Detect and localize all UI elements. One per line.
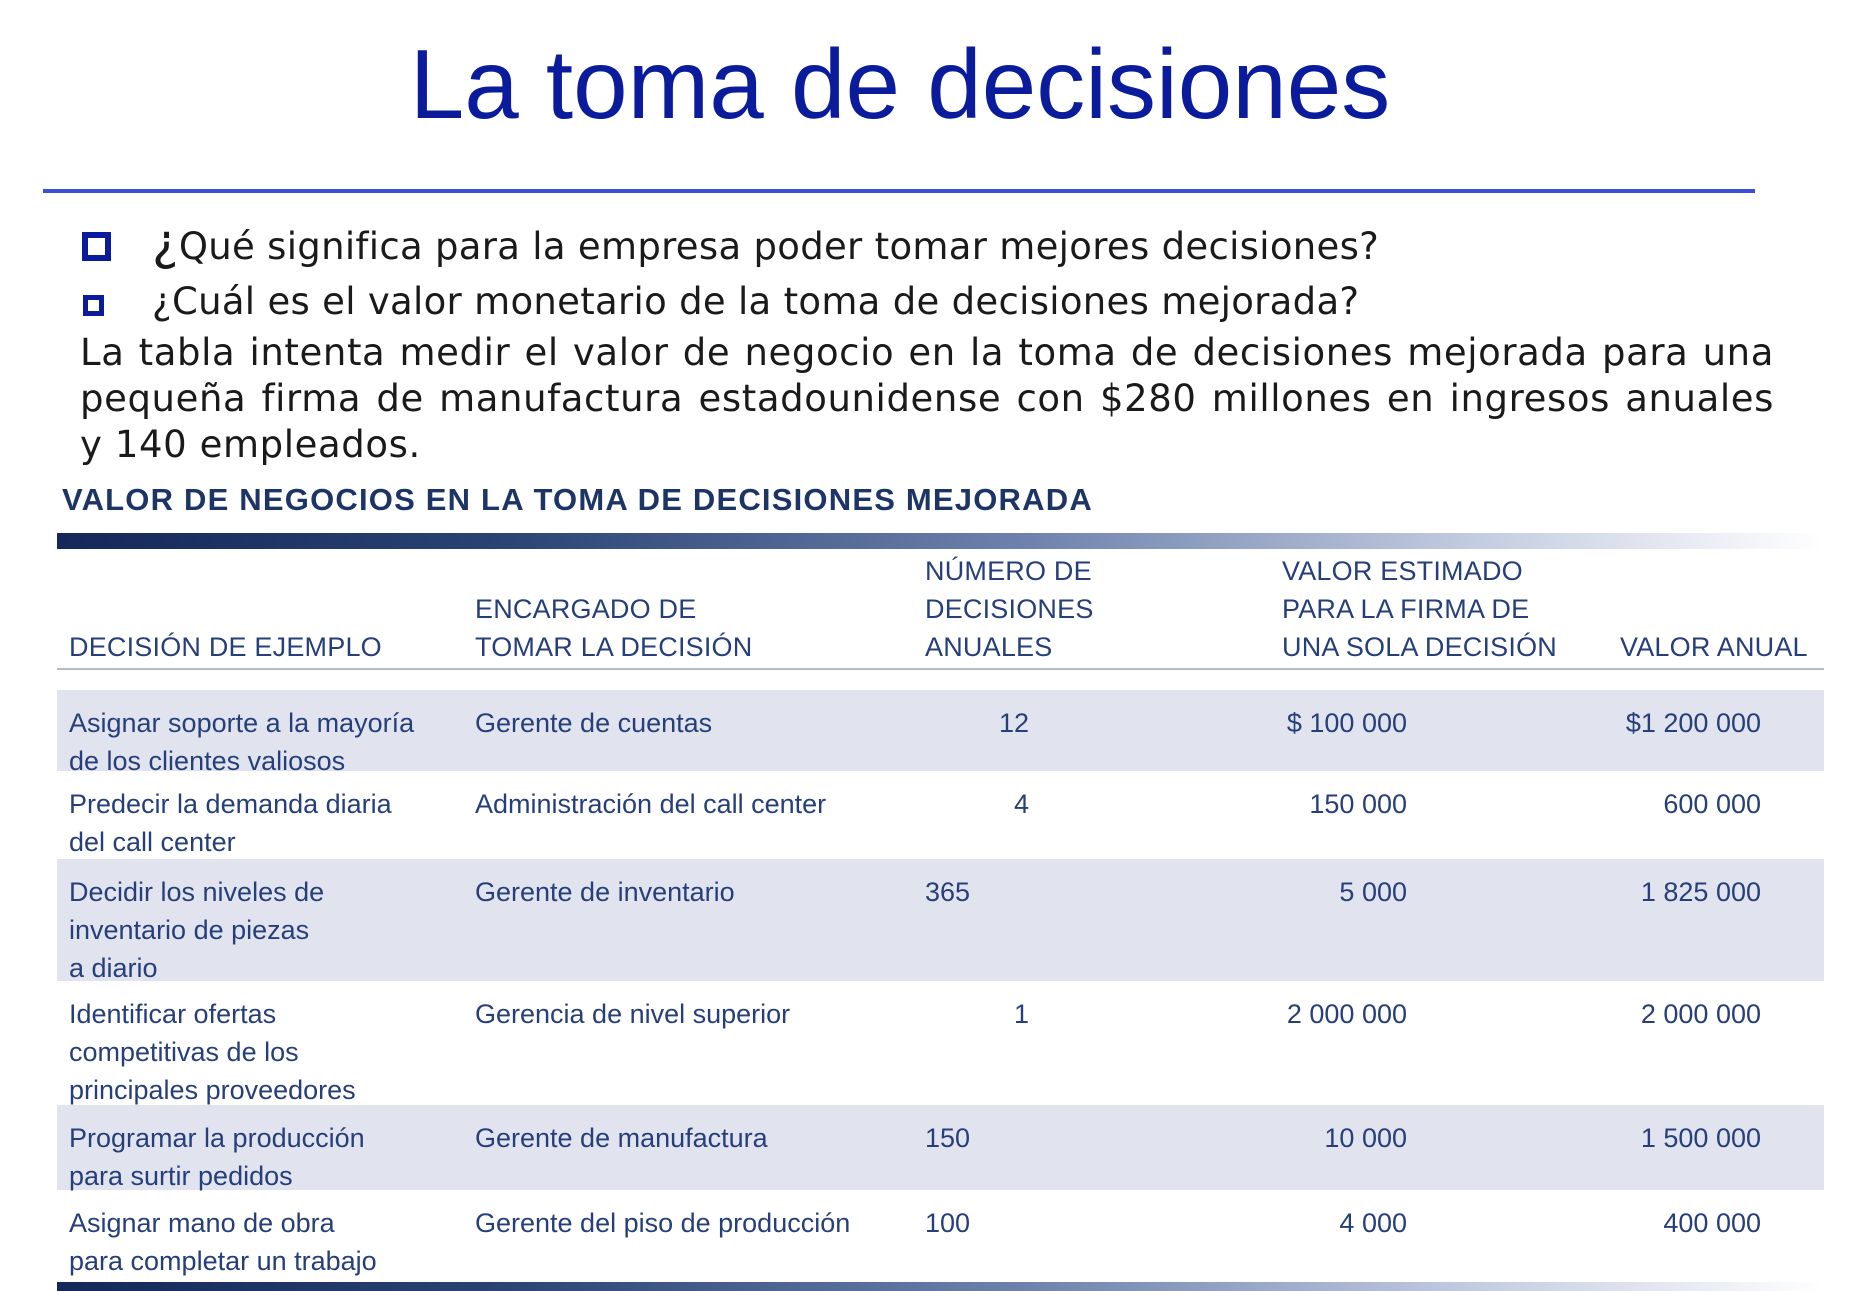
cell-count: 100	[925, 1208, 971, 1238]
table-row	[57, 1105, 1824, 1190]
page-title: La toma de decisiones	[409, 29, 1391, 139]
square-bullet-icon	[82, 232, 111, 261]
cell-decision: Programar la producción para surtir pedidos	[69, 1123, 365, 1191]
header-divider	[57, 668, 1824, 670]
table-row	[57, 1190, 1824, 1280]
cell-estimate: 10 000	[1324, 1123, 1407, 1153]
bullet-lead: ¿	[152, 213, 179, 271]
cell-annual: 2 000 000	[1640, 999, 1761, 1029]
cell-count: 365	[925, 877, 971, 907]
cell-decision: Predecir la demanda diaria del call center	[69, 789, 392, 857]
cell-decision: Identificar ofertas competitivas de los principales proveedores	[69, 999, 356, 1105]
cell-annual: 1 500 000	[1640, 1123, 1761, 1153]
title-divider	[43, 189, 1755, 193]
cell-owner: Gerente de manufactura	[475, 1123, 768, 1153]
square-bullet-icon	[83, 295, 104, 316]
cell-estimate: 5 000	[1339, 877, 1407, 907]
cell-count: 1	[1013, 999, 1029, 1029]
table-top-bar	[57, 533, 1824, 549]
cell-count: 150	[925, 1123, 971, 1153]
cell-owner: Gerente de inventario	[475, 877, 735, 907]
cell-estimate: 4 000	[1339, 1208, 1407, 1238]
cell-decision: Asignar soporte a la mayoría de los clientes valiosos	[69, 708, 415, 776]
header-decision: DECISIÓN DE EJEMPLO	[69, 632, 382, 662]
table-title: VALOR DE NEGOCIOS EN LA TOMA DE DECISIONES MEJORADA	[62, 482, 1093, 517]
cell-owner: Gerente del piso de producción	[475, 1208, 851, 1238]
table-row	[57, 981, 1824, 1105]
cell-estimate: $ 100 000	[1286, 708, 1407, 738]
header-annual: VALOR ANUAL	[1620, 632, 1808, 662]
intro-paragraph: La tabla intenta medir el valor de negocio en la toma de decisiones mejorada para una pequeña firma de manufactura estadounidense con $280 millones en ingresos anuales y 140 empleados.	[80, 331, 1774, 466]
table-row	[57, 859, 1824, 981]
bullet-body: Qué significa para la empresa poder tomar mejores decisiones?	[178, 225, 1380, 268]
cell-annual: 1 825 000	[1640, 877, 1761, 907]
bullet-text: ¿Cuál es el valor monetario de la toma de decisiones mejorada?	[152, 280, 1360, 323]
cell-estimate: 150 000	[1309, 789, 1407, 819]
header-estimate: VALOR ESTIMADO PARA LA FIRMA DE UNA SOLA DECISIÓN	[1282, 556, 1557, 662]
cell-owner: Gerente de cuentas	[475, 708, 713, 738]
cell-annual: $1 200 000	[1625, 708, 1761, 738]
cell-decision: Asignar mano de obra para completar un trabajo	[69, 1208, 377, 1276]
cell-owner: Gerencia de nivel superior	[475, 999, 791, 1029]
cell-estimate: 2 000 000	[1286, 999, 1407, 1029]
cell-count: 12	[998, 708, 1029, 738]
table-row	[57, 690, 1824, 776]
header-count: NÚMERO DE DECISIONES ANUALES	[925, 556, 1094, 662]
cell-annual: 400 000	[1663, 1208, 1761, 1238]
bullet-text	[152, 213, 1380, 271]
cell-annual: 600 000	[1663, 789, 1761, 819]
table-row	[57, 771, 1824, 859]
table-bottom-bar	[57, 1282, 1824, 1291]
cell-count: 4	[1013, 789, 1029, 819]
cell-decision: Decidir los niveles de inventario de piezas a diario	[69, 877, 325, 983]
cell-owner: Administración del call center	[475, 789, 827, 819]
header-owner: ENCARGADO DE TOMAR LA DECISIÓN	[475, 594, 753, 662]
